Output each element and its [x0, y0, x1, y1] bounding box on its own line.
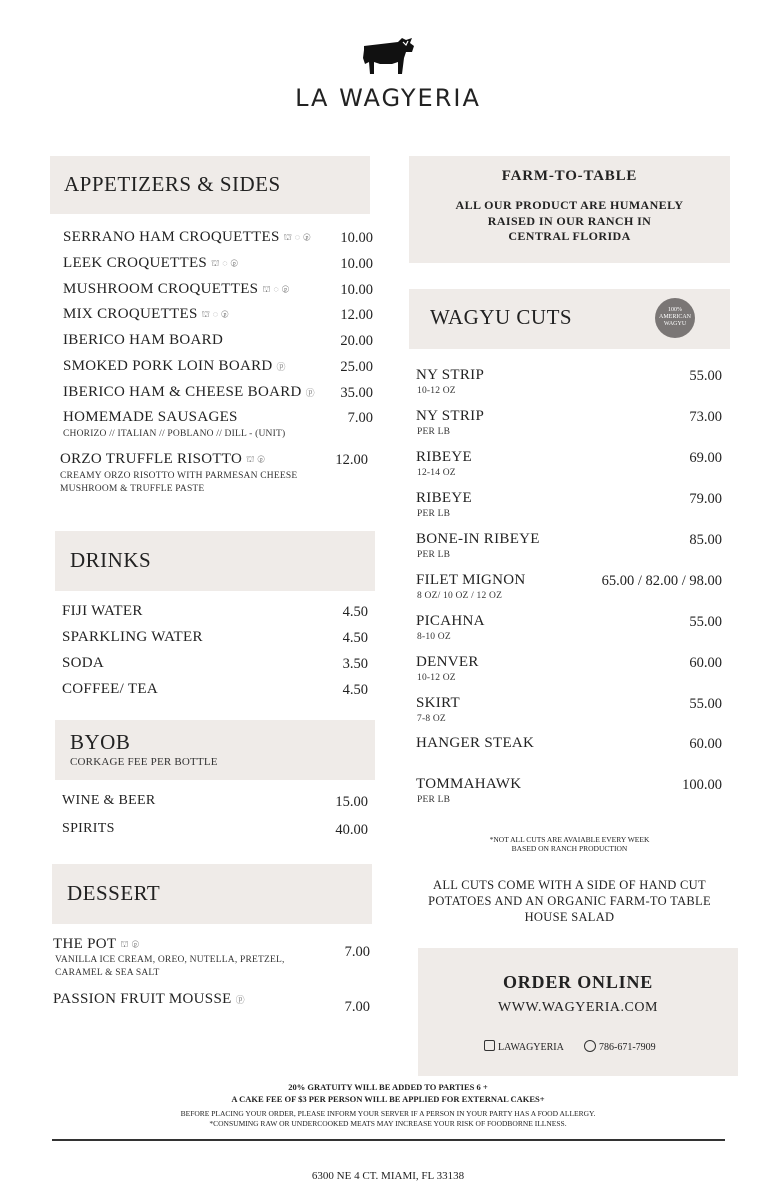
whatsapp-icon: [584, 1040, 596, 1052]
byob-title: BYOB: [70, 730, 131, 754]
dessert-description: CARAMEL & SEA SALT: [55, 968, 160, 978]
cut-name: NY STRIP: [416, 367, 485, 383]
farm-line-3: CENTRAL FLORIDA: [508, 229, 631, 243]
farm-line-1: ALL OUR PRODUCT ARE HUMANELY: [455, 198, 684, 212]
sides-line-3: HOUSE SALAD: [524, 910, 615, 924]
sides-line-2: POTATOES AND AN ORGANIC FARM-TO TABLE: [428, 894, 711, 908]
byob-item-name: SPIRITS: [62, 821, 115, 836]
menu-item-price: 10.00: [340, 282, 373, 298]
address: 6300 NE 4 CT. MIAMI, FL 33138: [311, 1170, 465, 1182]
cut-name: DENVER: [416, 654, 479, 670]
allergen-icons: ⓟ: [305, 388, 315, 399]
drink-price: 4.50: [342, 682, 368, 698]
cut-name: RIBEYE: [416, 449, 472, 465]
menu-item-name: IBERICO HAM & CHEESE BOARD ⓟ: [63, 384, 315, 400]
menu-item-price: 20.00: [340, 333, 373, 349]
cut-price: 65.00 / 82.00 / 98.00: [601, 573, 722, 589]
cut-price: 73.00: [689, 409, 722, 425]
allergen-icons: ⛫ ◌ ⓟ: [283, 231, 311, 242]
dessert-price: 7.00: [344, 944, 370, 960]
menu-item-price: 12.00: [340, 307, 373, 323]
cut-price: 60.00: [689, 736, 722, 752]
brand-name: LA WAGYERIA: [295, 84, 481, 112]
cut-weight: PER LB: [417, 427, 451, 437]
dessert-price: 7.00: [344, 999, 370, 1015]
cut-name: TOMMAHAWK: [416, 776, 522, 792]
cut-weight: 8-10 OZ: [417, 632, 451, 642]
menu-item-name: ORZO TRUFFLE RISOTTO ⛫ ⓟ: [60, 451, 266, 467]
cut-weight: 7-8 OZ: [417, 714, 446, 724]
logo: [360, 34, 416, 80]
availability-note-1: *NOT ALL CUTS ARE AVAIABLE EVERY WEEK: [489, 835, 650, 844]
allergen-icons: ⛫ ◌ ⓟ: [201, 308, 229, 319]
allergy-note: BEFORE PLACING YOUR ORDER, PLEASE INFORM YOUR SERVER IF A PERSON IN YOUR PARTY HAS A FOOD ALLERGY.: [180, 1109, 596, 1118]
drink-name: COFFEE/ TEA: [62, 681, 158, 697]
footer-divider: [52, 1139, 725, 1141]
drink-price: 4.50: [342, 630, 368, 646]
cut-price: 69.00: [689, 450, 722, 466]
cut-name: HANGER STEAK: [416, 735, 535, 751]
dessert-description: VANILLA ICE CREAM, OREO, NUTELLA, PRETZEL,: [55, 955, 285, 965]
badge-line-1: 100%: [668, 307, 682, 313]
byob-subtitle: CORKAGE FEE PER BOTTLE: [70, 756, 218, 768]
cut-weight: PER LB: [417, 509, 451, 519]
cow-icon: [360, 34, 416, 80]
allergen-icons: ⛫ ◌ ⓟ: [262, 283, 290, 294]
cut-name: PICAHNA: [416, 613, 485, 629]
dessert-name: THE POT ⛫ ⓟ: [53, 936, 140, 952]
instagram-link[interactable]: [484, 1040, 564, 1053]
cut-price: 79.00: [689, 491, 722, 507]
dessert-title: DESSERT: [67, 881, 161, 905]
menu-item-price: 25.00: [340, 359, 373, 375]
menu-item-description: MUSHROOM & TRUFFLE PASTE: [60, 484, 205, 494]
menu-item-price: 10.00: [340, 230, 373, 246]
menu-item-price: 35.00: [340, 385, 373, 401]
drink-name: SPARKLING WATER: [62, 629, 203, 645]
phone-link[interactable]: [584, 1040, 656, 1053]
wagyu-title: WAGYU CUTS: [430, 305, 573, 329]
byob-item-price: 15.00: [335, 794, 368, 810]
allergen-icons: ⛫ ⓟ: [246, 453, 266, 464]
raw-meat-warning: *CONSUMING RAW OR UNDERCOOKED MEATS MAY INCREASE YOUR RISK OF FOODBORNE ILLNESS.: [209, 1119, 567, 1128]
allergen-icons: ⓟ: [235, 995, 245, 1006]
phone-number: 786-671-7909: [599, 1042, 656, 1053]
instagram-icon: [484, 1040, 495, 1051]
badge-line-3: WAGYU: [663, 321, 687, 327]
menu-item-name: HOMEMADE SAUSAGES: [63, 409, 238, 425]
menu-item-description: CHORIZO // ITALIAN // POBLANO // DILL - (UNIT): [63, 429, 286, 439]
cut-price: 85.00: [689, 532, 722, 548]
drink-price: 3.50: [342, 656, 368, 672]
cut-price: 55.00: [689, 696, 722, 712]
menu-item-name: MIX CROQUETTES ⛫ ◌ ⓟ: [63, 306, 229, 322]
menu-item-price: 10.00: [340, 256, 373, 272]
byob-item-name: WINE & BEER: [62, 793, 156, 808]
cut-weight: PER LB: [417, 795, 451, 805]
allergen-icons: ⛫ ◌ ⓟ: [211, 257, 239, 268]
instagram-handle: LAWAGYERIA: [498, 1042, 564, 1053]
cut-name: BONE-IN RIBEYE: [416, 531, 540, 547]
gratuity-note: 20% GRATUITY WILL BE ADDED TO PARTIES 6 +: [288, 1082, 488, 1092]
farm-line-2: RAISED IN OUR RANCH IN: [487, 214, 652, 228]
allergen-icons: ⛫ ⓟ: [120, 938, 140, 949]
cut-weight: 10-12 OZ: [417, 386, 456, 396]
allergen-icons: ⓟ: [276, 362, 286, 373]
cut-name: RIBEYE: [416, 490, 472, 506]
cut-weight: PER LB: [417, 550, 451, 560]
american-wagyu-badge: [655, 298, 695, 338]
cut-weight: 12-14 OZ: [417, 468, 456, 478]
order-title: ORDER ONLINE: [502, 972, 654, 992]
order-url[interactable]: WWW.WAGYERIA.COM: [498, 1000, 658, 1015]
menu-item-description: CREAMY ORZO RISOTTO WITH PARMESAN CHEESE: [60, 471, 298, 481]
drink-name: FIJI WATER: [62, 603, 143, 619]
cut-name: NY STRIP: [416, 408, 485, 424]
cut-price: 55.00: [689, 368, 722, 384]
farm-title: FARM-TO-TABLE: [501, 168, 638, 184]
byob-item-price: 40.00: [335, 822, 368, 838]
menu-item-name: SMOKED PORK LOIN BOARD ⓟ: [63, 358, 286, 374]
dessert-name: PASSION FRUIT MOUSSE ⓟ: [53, 991, 245, 1007]
menu-item-name: IBERICO HAM BOARD: [63, 332, 224, 348]
cut-weight: 10-12 OZ: [417, 673, 456, 683]
menu-item-name: SERRANO HAM CROQUETTES ⛫ ◌ ⓟ: [63, 229, 311, 245]
cut-price: 55.00: [689, 614, 722, 630]
cut-price: 100.00: [682, 777, 722, 793]
drinks-title: DRINKS: [70, 548, 152, 572]
menu-item-price: 7.00: [347, 410, 373, 426]
availability-note-2: BASED ON RANCH PRODUCTION: [511, 844, 628, 853]
cut-name: FILET MIGNON: [416, 572, 526, 588]
drink-name: SODA: [62, 655, 105, 671]
cut-price: 60.00: [689, 655, 722, 671]
cut-weight: 8 OZ/ 10 OZ / 12 OZ: [417, 591, 503, 601]
cut-name: SKIRT: [416, 695, 460, 711]
cake-fee-note: A CAKE FEE OF $3 PER PERSON WILL BE APPLIED FOR EXTERNAL CAKES+: [231, 1094, 545, 1104]
menu-item-price: 12.00: [335, 452, 368, 468]
menu-item-name: LEEK CROQUETTES ⛫ ◌ ⓟ: [63, 255, 239, 271]
menu-item-name: MUSHROOM CROQUETTES ⛫ ◌ ⓟ: [63, 281, 290, 297]
sides-line-1: ALL CUTS COME WITH A SIDE OF HAND CUT: [433, 878, 706, 892]
badge-line-2: AMERICAN: [658, 314, 691, 320]
appetizers-title: APPETIZERS & SIDES: [64, 172, 281, 196]
drink-price: 4.50: [342, 604, 368, 620]
